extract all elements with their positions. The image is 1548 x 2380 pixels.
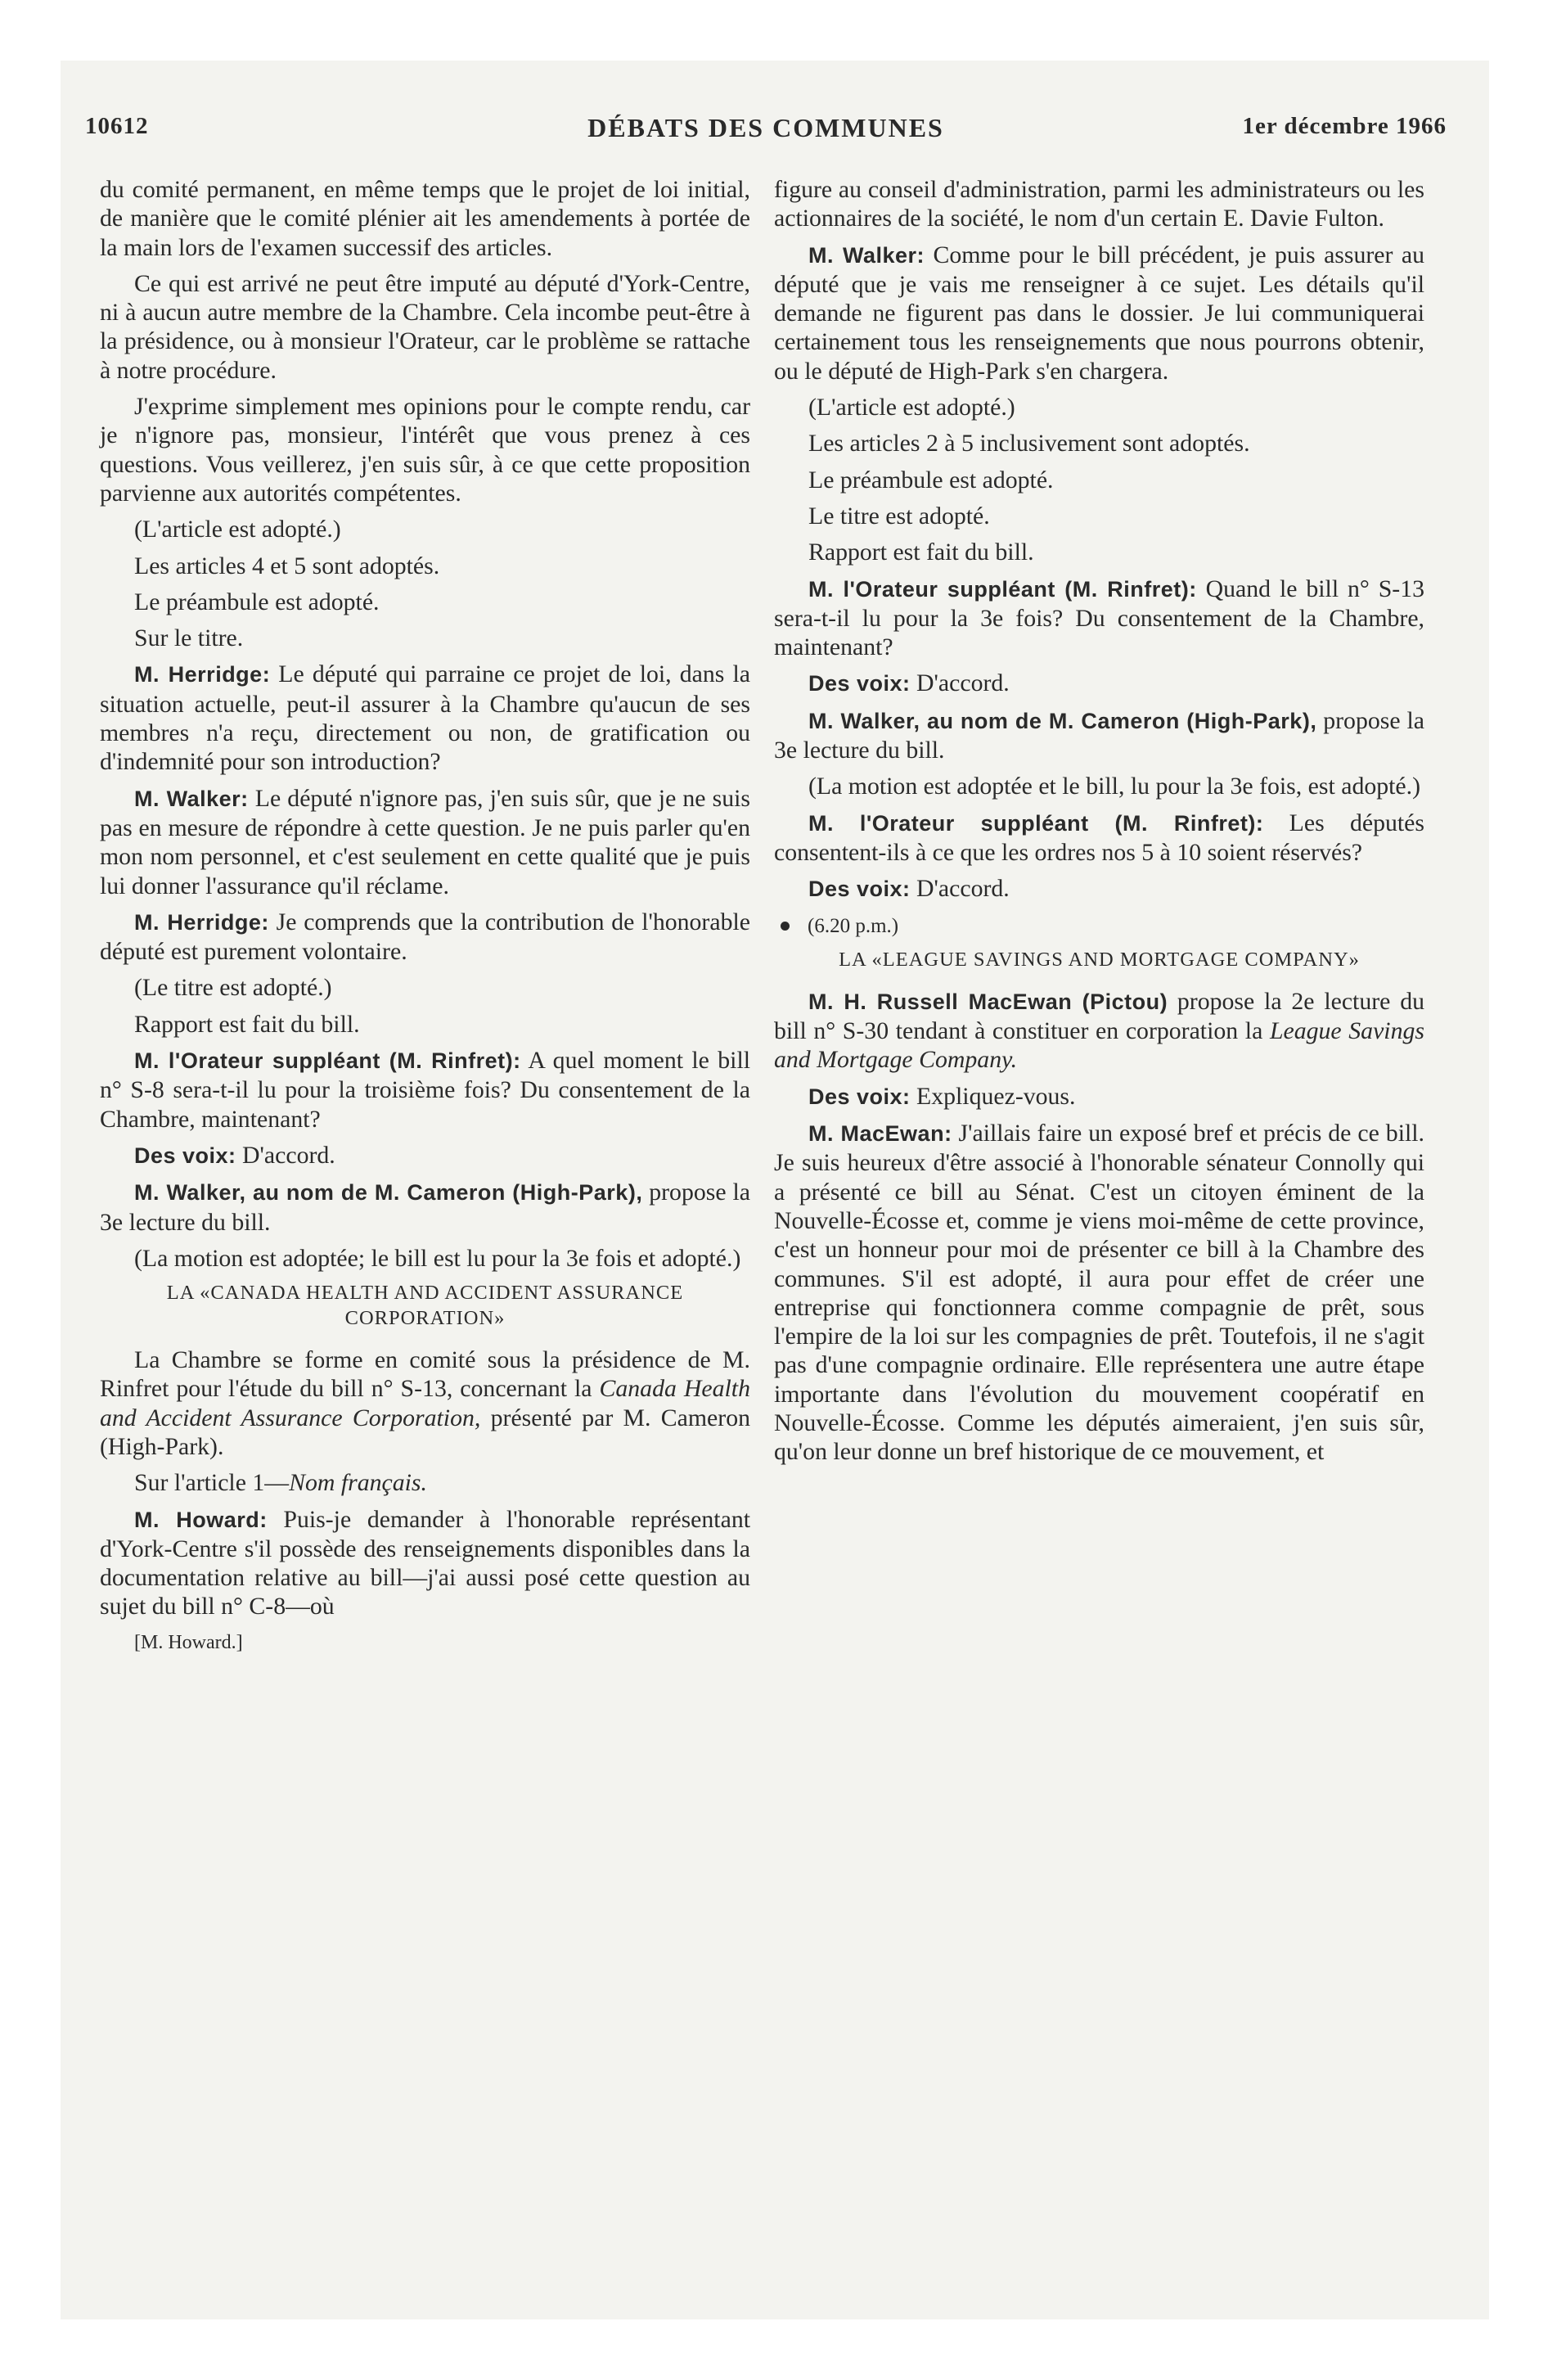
- text-run: présenté par M. Cameron (High-Park).: [100, 1404, 751, 1460]
- left-column: [100, 175, 750, 1665]
- italic-run: Canada Health and Accident Assurance Corporation,: [100, 1375, 750, 1431]
- speech: [774, 987, 1424, 1075]
- speaker-name: M. Herridge:: [134, 909, 269, 935]
- procedural-note: (La motion est adoptée et le bill, lu pour la 3e fois, est adopté.): [808, 773, 1421, 800]
- paragraph: J'exprime simplement mes opinions pour le compte rendu, car je n'ignore pas, monsieur, l'intérêt que vous prenez à ces questions. Vous veillerez, j'en suis sûr, à ce que cette proposition parvienne aux autorités compétentes.: [100, 393, 750, 507]
- speech-text: Les députés consentent-ils à ce que les ordres nos 5 à 10 soient réservés?: [774, 809, 1424, 866]
- speech-text: Le député qui parraine ce projet de loi, dans la situation actuelle, peut-il assurer à la Chambre qu'aucun de ses membres n'a reçu, directement ou non, de gratification ou d'indemnité pour son introduction?: [100, 660, 750, 776]
- speaker-name: M. Walker:: [808, 242, 925, 268]
- speaker-name: M. Herridge:: [134, 662, 271, 687]
- speaker-name: M. l'Orateur suppléant (M. Rinfret):: [808, 576, 1197, 602]
- speech-text: A quel moment le bill n° S-8 sera-t-il lu pour la troisième fois? Du consentement de la Chambre, maintenant?: [100, 1047, 751, 1133]
- procedural-note: Rapport est fait du bill.: [808, 539, 1034, 566]
- speaker-name: M. Howard:: [134, 1507, 268, 1532]
- speech-text: Puis-je demander à l'honorable représentant d'York-Centre s'il possède des renseignements disponibles dans la documentation relative au bill—j'ai aussi posé cette question au sujet du bill n° C-8—où: [100, 1505, 750, 1620]
- speaker-name: M. MacEwan:: [808, 1121, 952, 1147]
- speech-text: Expliquez-vous.: [910, 1082, 1076, 1110]
- speech: [774, 669, 1424, 698]
- procedural-note: Le titre est adopté.: [808, 502, 990, 530]
- speech-text: Je comprends que la contribution de l'honorable député est purement volontaire.: [100, 908, 750, 966]
- text-run: Sur l'article 1—: [134, 1469, 290, 1497]
- paragraph: Ce qui est arrivé ne peut être imputé au député d'York-Centre, ni à aucun autre membre de la Chambre. Cela incombe peut-être à la présidence, ou à monsieur l'Orateur, car le problème se rattache à notre procédure.: [100, 269, 750, 384]
- page-number: 10612: [85, 113, 149, 139]
- publication-title: DÉBATS DES COMMUNES: [587, 113, 944, 142]
- speech: [774, 706, 1424, 765]
- speech: [100, 784, 750, 900]
- speaker-name: M. l'Orateur suppléant (M. Rinfret):: [808, 810, 1264, 836]
- speaker-continuation: [M. Howard.]: [134, 1631, 243, 1653]
- speech-text: D'accord.: [910, 875, 1010, 903]
- speech: [774, 1119, 1424, 1467]
- procedural-note: Le préambule est adopté.: [134, 588, 380, 615]
- procedural-note: Les articles 2 à 5 inclusivement sont adoptés.: [808, 430, 1250, 458]
- speaker-name: Des voix:: [808, 671, 911, 696]
- speech: [100, 1178, 750, 1237]
- speech-text: J'aillais faire un exposé bref et précis de ce bill. Je suis heureux d'être associé à l'honorable sénateur Connolly qui a présenté ce bill au Sénat. C'est un citoyen éminent de la Nouvelle-Écosse et, comme je viens moi-même de cette province, c'est un honneur pour moi de présenter ce bill à la Chambre des communes. S'il est adopté, il aura pour effet de créer une entreprise qui fonctionnera comme compagnie de prêt, sous l'empire de la loi sur les compagnies de prêt. Toutefois, il ne s'agit pas d'une compagnie ordinaire. Elle représentera une autre étape importante dans l'évolution du mouvement coopératif en Nouvelle-Écosse. Comme les députés aimeraient, j'en suis sûr, qu'on leur donne un bref historique de ce mouvement, et: [774, 1120, 1424, 1466]
- procedural-note: Rapport est fait du bill.: [134, 1010, 360, 1038]
- speaker-name: M. Walker:: [134, 786, 249, 811]
- procedural-note: [100, 1468, 750, 1497]
- page-date: 1er décembre 1966: [1242, 113, 1447, 139]
- speaker-name: M. H. Russell MacEwan (Pictou): [808, 989, 1168, 1014]
- paragraph: du comité permanent, en même temps que le projet de loi initial, de manière que le comité plénier ait les amendements à portée de la main lors de l'examen successif des articles.: [100, 176, 750, 261]
- time-text: (6.20 p.m.): [808, 914, 899, 937]
- paragraph: [100, 1346, 750, 1461]
- section-heading: LA «CANADA HEALTH AND ACCIDENT ASSURANCE CORPORATION»: [166, 1282, 684, 1330]
- speech: [100, 1141, 750, 1170]
- speech: [774, 809, 1424, 868]
- italic-run: League Savings and Mortgage Company.: [774, 1017, 1424, 1074]
- procedural-note: Sur le titre.: [134, 624, 244, 652]
- speech: [774, 1082, 1424, 1111]
- speech: [774, 874, 1424, 904]
- speech-text: D'accord.: [236, 1141, 335, 1169]
- procedural-note: (Le titre est adopté.): [134, 974, 332, 1002]
- speaker-name: M. l'Orateur suppléant (M. Rinfret):: [134, 1048, 521, 1074]
- right-column: [774, 175, 1424, 1474]
- speech-text: Le député n'ignore pas, j'en suis sûr, que je ne suis pas en mesure de répondre à cette question. Je ne puis parler qu'en mon nom personnel, et c'est seulement en cette qualité que je puis lui donner l'assurance qu'il réclame.: [100, 784, 751, 899]
- speech-text: propose la 2e lecture du bill n° S-30 tendant à constituer en corporation la: [774, 987, 1424, 1045]
- procedural-note: Le préambule est adopté.: [808, 466, 1054, 494]
- page-header: [85, 113, 1447, 151]
- speech-text: Comme pour le bill précédent, je puis assurer au député que je vais me renseigner à ce sujet. Les détails qu'il demande ne figurent pas dans le dossier. Je lui communiquerai certainement tous les renseignements que nous pourrons obtenir, ou le député de High-Park s'en chargera.: [774, 241, 1425, 385]
- bullet-icon: [781, 922, 790, 931]
- time-marker: [774, 912, 1424, 940]
- speech-text: Quand le bill n° S-13 sera-t-il lu pour la 3e fois? Du consentement de la Chambre, maintenant?: [774, 575, 1425, 661]
- procedural-note: (La motion est adoptée; le bill est lu pour la 3e fois et adopté.): [134, 1244, 741, 1272]
- speech: [774, 241, 1424, 385]
- procedural-note: (L'article est adopté.): [808, 394, 1015, 421]
- speaker-name: Des voix:: [808, 877, 911, 902]
- speech-text: propose la 3e lecture du bill.: [774, 706, 1424, 764]
- speech: [100, 1046, 750, 1134]
- speaker-name: M. Walker, au nom de M. Cameron (High-Park),: [134, 1180, 643, 1206]
- procedural-note: (L'article est adopté.): [134, 516, 341, 543]
- section-heading: LA «LEAGUE SAVINGS AND MORTGAGE COMPANY»: [839, 948, 1360, 971]
- speaker-name: M. Walker, au nom de M. Cameron (High-Park),: [808, 708, 1317, 733]
- speech-text: D'accord.: [910, 669, 1010, 697]
- text-run: La Chambre se forme en comité sous la présidence de M. Rinfret pour l'étude du bill n° S-13, concernant la: [100, 1346, 750, 1403]
- speech: [774, 575, 1424, 662]
- speaker-name: Des voix:: [808, 1084, 911, 1109]
- speech-text: propose la 3e lecture du bill.: [100, 1179, 750, 1236]
- speech: [100, 660, 750, 776]
- speech: [100, 908, 750, 967]
- speaker-name: Des voix:: [134, 1143, 236, 1168]
- speech: [100, 1505, 750, 1621]
- procedural-note: Les articles 4 et 5 sont adoptés.: [134, 552, 440, 579]
- italic-run: Nom français.: [289, 1469, 427, 1497]
- paragraph: figure au conseil d'administration, parmi les administrateurs ou les actionnaires de la société, le nom d'un certain E. Davie Fulton.: [774, 176, 1424, 232]
